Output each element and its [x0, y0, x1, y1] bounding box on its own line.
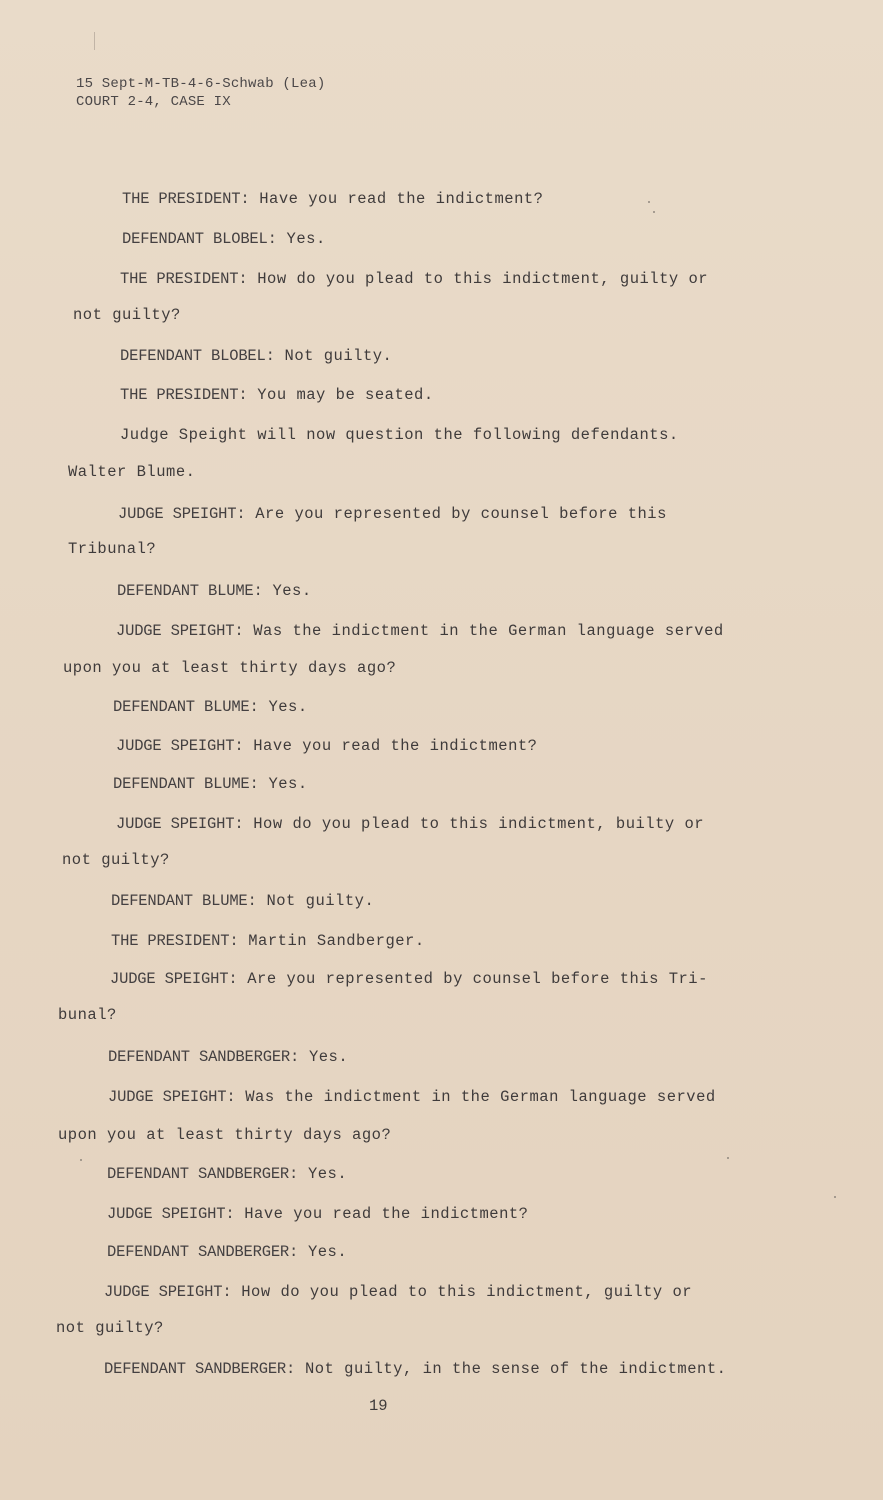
spoken-text: Was the indictment in the German language served	[245, 1088, 716, 1106]
transcript-line	[58, 1126, 391, 1144]
transcript-line	[107, 1205, 528, 1223]
spoken-text: Have you read the indictment?	[244, 1205, 529, 1223]
transcript-line	[104, 1283, 692, 1301]
paper-speck	[727, 1157, 729, 1159]
spoken-text: Yes.	[286, 230, 326, 248]
header-reference-line: 15 Sept-M-TB-4-6-Schwab (Lea)	[76, 76, 326, 92]
transcript-line	[68, 463, 195, 481]
spoken-text: Was the indictment in the German language served	[253, 622, 724, 640]
transcript-line	[120, 270, 708, 288]
transcript-line	[113, 698, 308, 716]
spoken-text: Are you represented by counsel before this Tri-	[247, 970, 708, 988]
continued-text: not guilty?	[56, 1319, 164, 1337]
page-number: 19	[369, 1397, 388, 1415]
speaker-label: DEFENDANT BLOBEL:	[120, 347, 275, 365]
transcript-line	[116, 622, 724, 640]
speaker-label: DEFENDANT SANDBERGER:	[107, 1243, 299, 1261]
transcript-line	[104, 1360, 726, 1378]
transcript-line	[111, 932, 425, 950]
spoken-text: How do you plead to this indictment, guilty or	[257, 270, 709, 288]
transcript-line	[68, 540, 156, 558]
spoken-text: Have you read the indictment?	[259, 190, 544, 208]
speaker-label: DEFENDANT BLUME:	[111, 892, 257, 910]
transcript-line	[108, 1048, 348, 1066]
speaker-label: DEFENDANT SANDBERGER:	[104, 1360, 296, 1378]
spoken-text: Have you read the indictment?	[253, 737, 538, 755]
speaker-label: DEFENDANT BLOBEL:	[122, 230, 277, 248]
transcript-line	[118, 505, 667, 523]
spoken-text: Not guilty, in the sense of the indictment.	[304, 1360, 727, 1378]
transcript-line	[63, 659, 396, 677]
paper-speck	[653, 211, 655, 213]
spoken-text: Martin Sandberger.	[248, 932, 425, 950]
transcript-line	[110, 970, 708, 988]
speaker-label: JUDGE SPEIGHT:	[107, 1205, 235, 1223]
transcript-line	[107, 1165, 347, 1183]
transcript-line	[73, 306, 181, 324]
speaker-label: JUDGE SPEIGHT:	[116, 737, 244, 755]
transcript-line	[58, 1006, 117, 1024]
spoken-text: How do you plead to this indictment, guilty or	[241, 1283, 693, 1301]
header-court-case-line: COURT 2-4, CASE IX	[76, 94, 231, 110]
spoken-text: Not guilty.	[284, 347, 393, 365]
spoken-text: Yes.	[307, 1243, 348, 1261]
continued-text: not guilty?	[73, 306, 181, 324]
transcript-line	[122, 190, 543, 208]
speaker-label: JUDGE SPEIGHT:	[104, 1283, 232, 1301]
spoken-text: Yes.	[272, 582, 312, 600]
continued-text: not guilty?	[62, 851, 170, 869]
speaker-label: JUDGE SPEIGHT:	[108, 1088, 236, 1106]
transcript-line	[120, 426, 679, 444]
spoken-text: Yes.	[307, 1165, 348, 1183]
speaker-label: THE PRESIDENT:	[120, 386, 248, 404]
transcript-line	[56, 1319, 164, 1337]
speaker-label: DEFENDANT SANDBERGER:	[108, 1048, 300, 1066]
transcript-line	[116, 737, 537, 755]
paper-speck	[648, 201, 650, 203]
spoken-text: Are you represented by counsel before this	[255, 505, 667, 523]
continued-text: upon you at least thirty days ago?	[63, 659, 397, 677]
spoken-text: Not guilty.	[266, 892, 375, 910]
transcript-line	[120, 386, 434, 404]
paper-speck	[80, 1159, 82, 1161]
continued-text: Judge Speight will now question the following defendants.	[120, 426, 679, 444]
speaker-label: DEFENDANT BLUME:	[113, 698, 259, 716]
speaker-label: JUDGE SPEIGHT:	[116, 622, 244, 640]
speaker-label: JUDGE SPEIGHT:	[116, 815, 244, 833]
transcript-line	[108, 1088, 716, 1106]
speaker-label: THE PRESIDENT:	[120, 270, 248, 288]
paper-speck	[834, 1196, 836, 1198]
transcript-line	[116, 815, 704, 833]
continued-text: upon you at least thirty days ago?	[58, 1126, 392, 1144]
transcript-line	[117, 582, 312, 600]
transcript-line	[107, 1243, 347, 1261]
transcript-line	[113, 775, 308, 793]
continued-text: Walter Blume.	[68, 463, 196, 481]
speaker-label: JUDGE SPEIGHT:	[110, 970, 238, 988]
transcript-line	[111, 892, 374, 910]
spoken-text: Yes.	[268, 698, 308, 716]
speaker-label: THE PRESIDENT:	[122, 190, 250, 208]
continued-text: Tribunal?	[68, 540, 157, 558]
transcript-line	[62, 851, 170, 869]
speaker-label: JUDGE SPEIGHT:	[118, 505, 246, 523]
speaker-label: DEFENDANT BLUME:	[113, 775, 259, 793]
spoken-text: Yes.	[268, 775, 308, 793]
spoken-text: Yes.	[308, 1048, 349, 1066]
transcript-line	[120, 347, 392, 365]
speaker-label: THE PRESIDENT:	[111, 932, 239, 950]
speaker-label: DEFENDANT SANDBERGER:	[107, 1165, 299, 1183]
speaker-label: DEFENDANT BLUME:	[117, 582, 263, 600]
spoken-text: How do you plead to this indictment, builty or	[253, 815, 705, 833]
continued-text: bunal?	[58, 1006, 117, 1024]
transcript-line	[122, 230, 326, 248]
spoken-text: You may be seated.	[257, 386, 434, 404]
